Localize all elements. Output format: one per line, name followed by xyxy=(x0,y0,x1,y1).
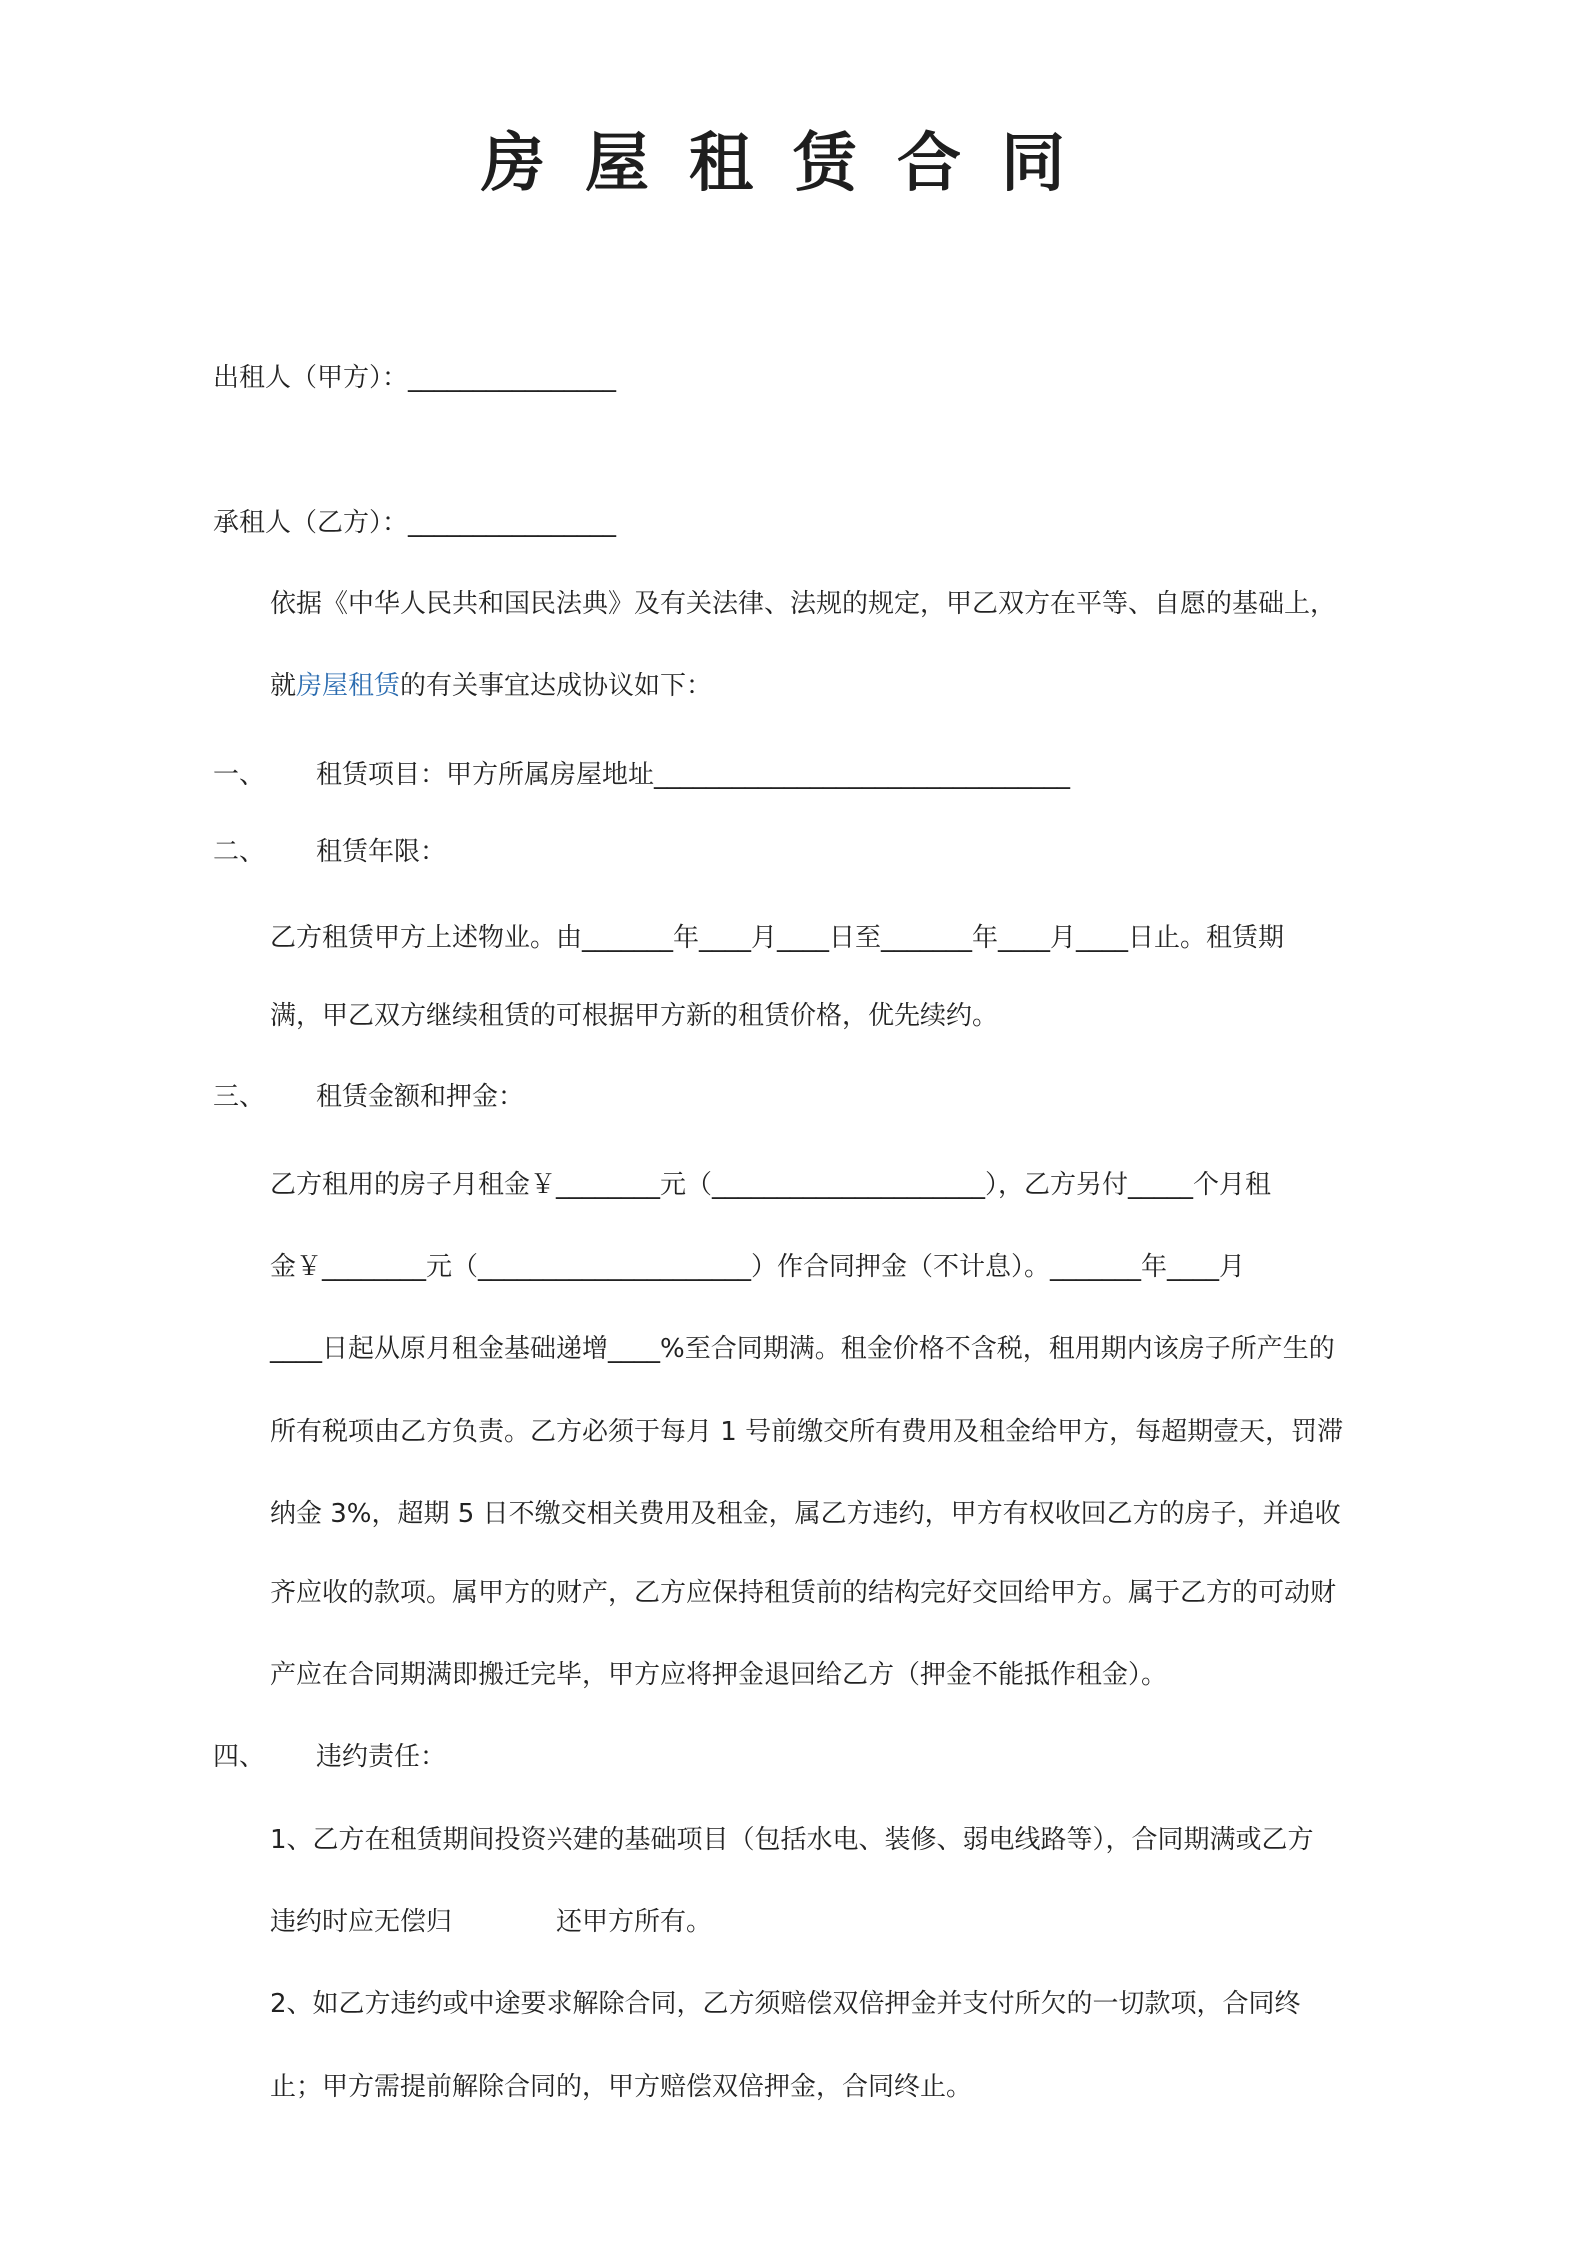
paragraph-line: 金￥________元（_____________________）作合同押金（不计息）。_______年____月 xyxy=(270,1252,1246,1282)
section-heading: 租赁年限： xyxy=(316,837,447,867)
paragraph-line: 纳金 3%，超期 5 日不缴交相关费用及租金，属乙方违约，甲方有权收回乙方的房子，并追收 xyxy=(270,1499,1341,1529)
section-heading: 租赁项目：甲方所属房屋地址________________________________ xyxy=(316,760,1071,790)
document-title: 房屋租赁合同 xyxy=(481,127,1105,201)
house-lease-link[interactable]: 房屋租赁 xyxy=(296,671,401,701)
section-heading: 违约责任： xyxy=(316,1742,447,1772)
section-heading: 租赁金额和押金： xyxy=(316,1082,525,1112)
section-number: 一、 xyxy=(213,760,266,790)
lessor-line: 出租人（甲方）：________________ xyxy=(213,363,617,393)
paragraph-line: 止；甲方需提前解除合同的，甲方赔偿双倍押金，合同终止。 xyxy=(270,2072,973,2102)
section-number: 三、 xyxy=(213,1082,266,1112)
preamble-line-2 xyxy=(270,668,712,704)
paragraph-line: 满，甲乙双方继续租赁的可根据甲方新的租赁价格，优先续约。 xyxy=(270,1001,999,1031)
preamble-line-1: 依据《中华人民共和国民法典》及有关法律、法规的规定，甲乙双方在平等、自愿的基础上， xyxy=(270,589,1337,619)
paragraph-line: 乙方租赁甲方上述物业。由_______年____月____日至_______年____月____日止。租赁期 xyxy=(270,923,1285,953)
section-number: 二、 xyxy=(213,837,266,867)
preamble-text: 就 xyxy=(270,671,297,701)
lessee-line: 承租人（乙方）：________________ xyxy=(213,508,617,538)
paragraph-line: 违约时应无偿归 还甲方所有。 xyxy=(270,1907,713,1937)
paragraph-line: 2、如乙方违约或中途要求解除合同，乙方须赔偿双倍押金并支付所欠的一切款项，合同终 xyxy=(270,1989,1301,2019)
paragraph-line: 1、乙方在租赁期间投资兴建的基础项目（包括水电、装修、弱电线路等），合同期满或乙方 xyxy=(270,1825,1314,1855)
paragraph-line: 所有税项由乙方负责。乙方必须于每月 1 号前缴交所有费用及租金给甲方，每超期壹天，罚滞 xyxy=(270,1417,1344,1447)
section-number: 四、 xyxy=(213,1742,266,1772)
paragraph-line: 产应在合同期满即搬迁完毕，甲方应将押金退回给乙方（押金不能抵作租金）。 xyxy=(270,1660,1168,1690)
preamble-text: 的有关事宜达成协议如下： xyxy=(400,671,713,701)
paragraph-line: ____日起从原月租金基础递增____%至合同期满。租金价格不含税，租用期内该房子所产生的 xyxy=(270,1334,1335,1364)
paragraph-line: 乙方租用的房子月租金￥________元（_____________________），乙方另付_____个月租 xyxy=(270,1170,1272,1200)
paragraph-line: 齐应收的款项。属甲方的财产，乙方应保持租赁前的结构完好交回给甲方。属于乙方的可动财 xyxy=(270,1578,1337,1608)
